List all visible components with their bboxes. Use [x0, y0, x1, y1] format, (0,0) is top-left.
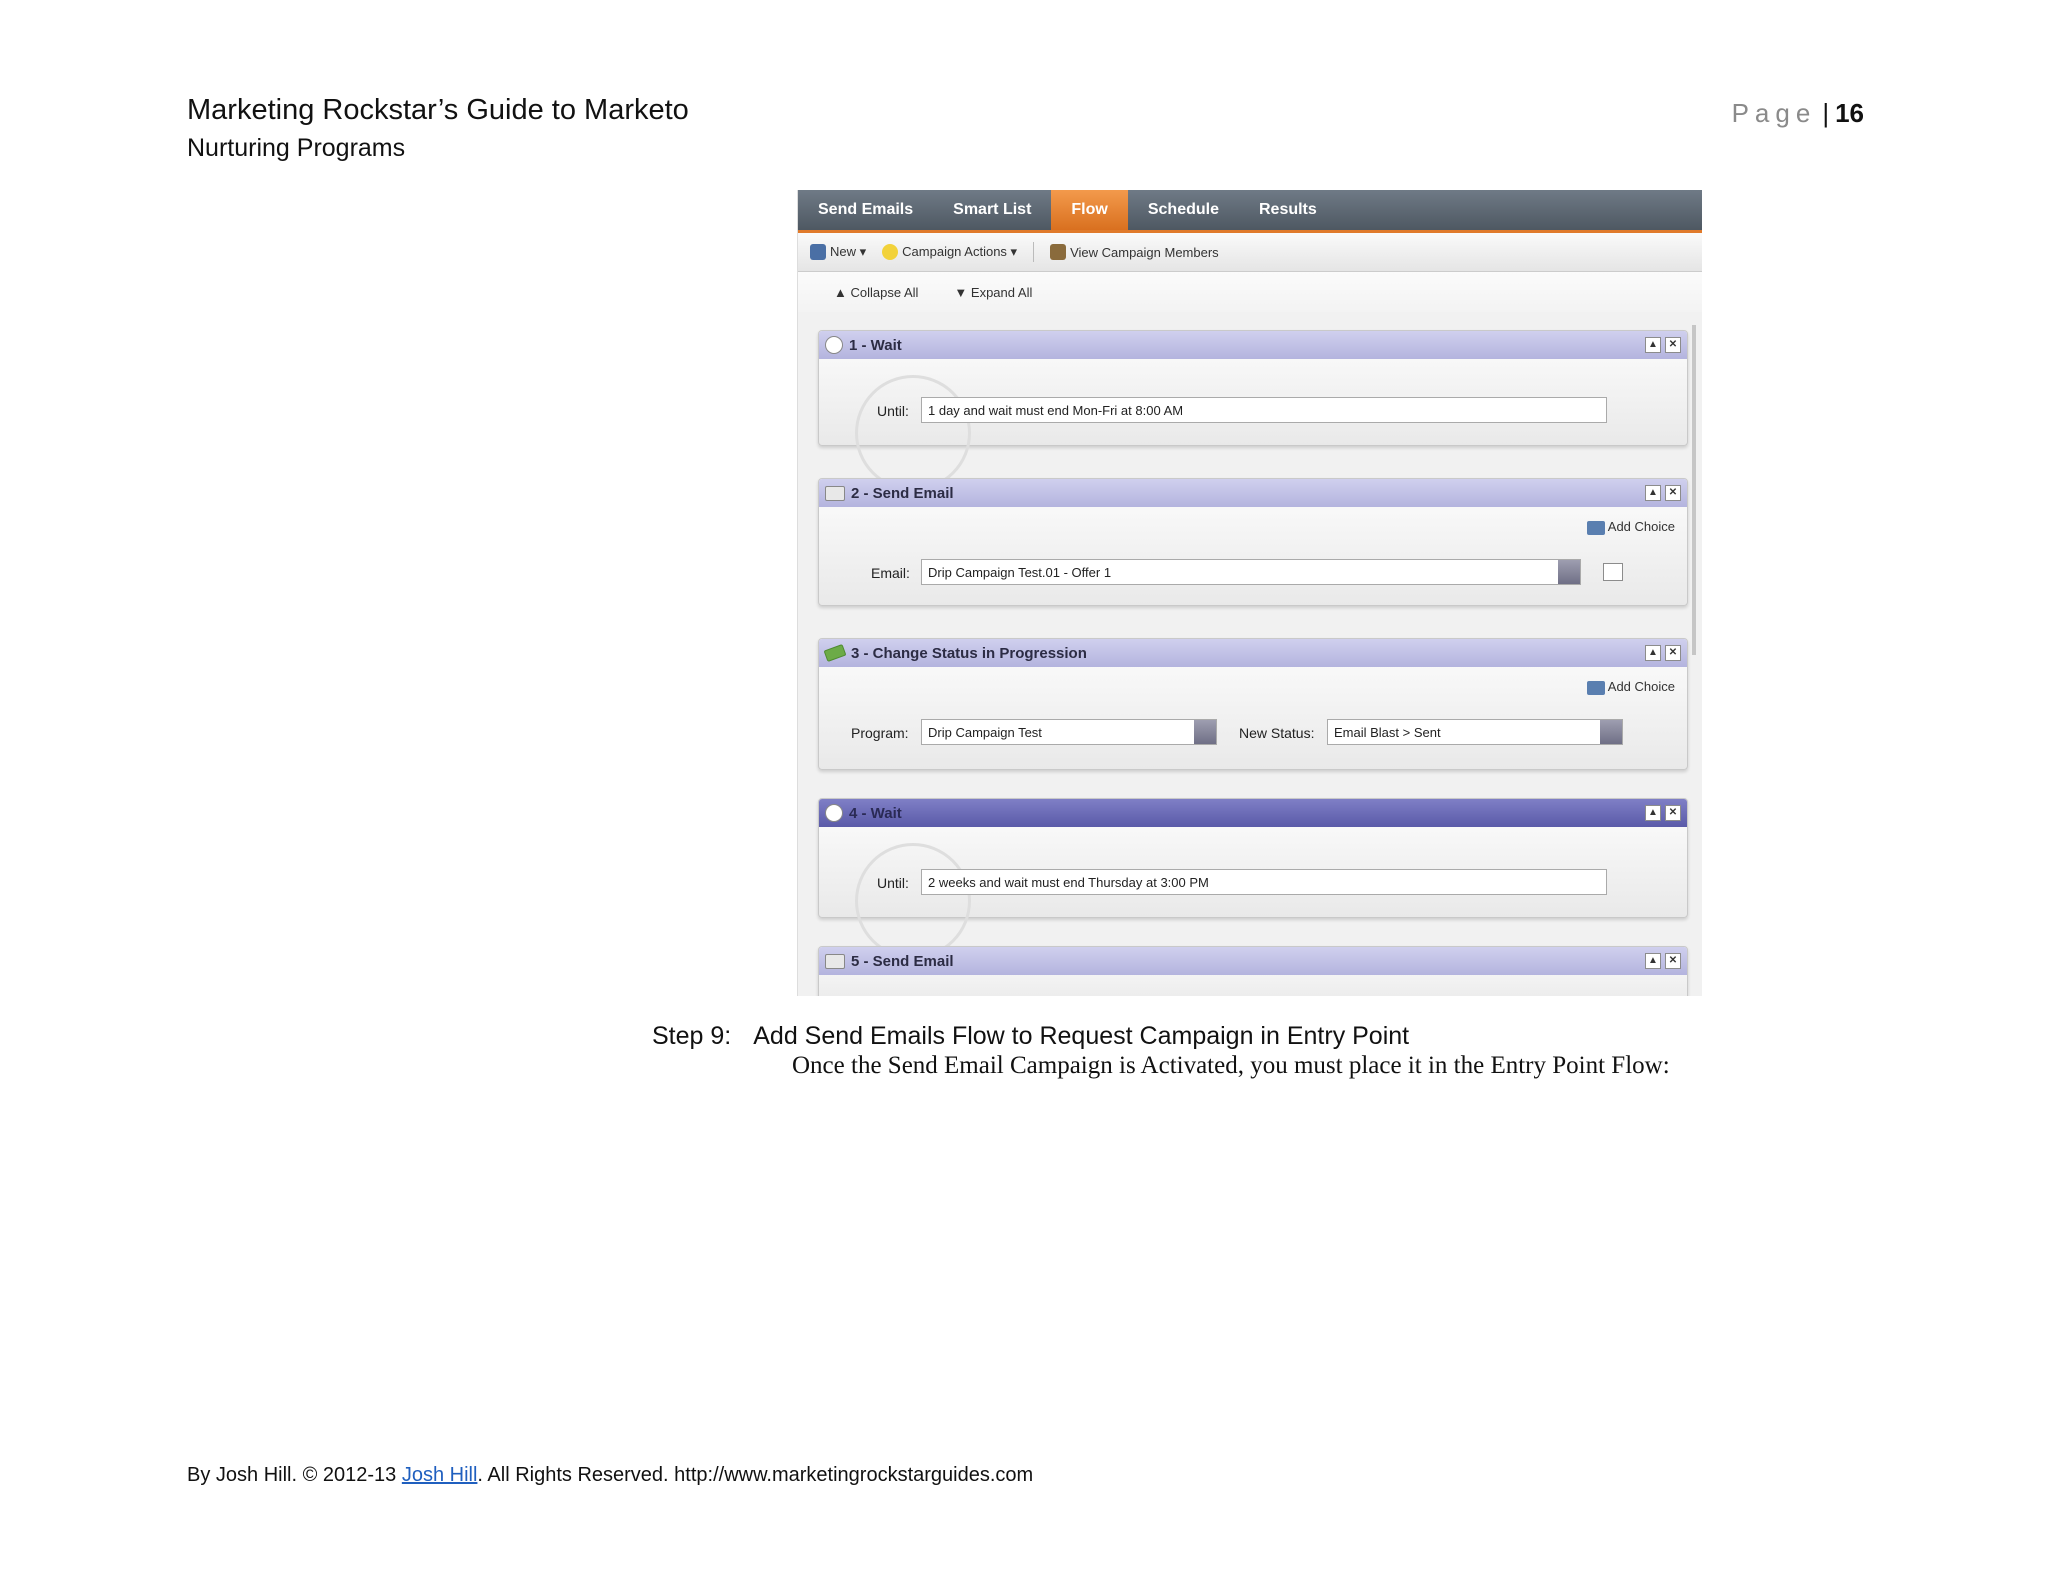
email-select-value: Drip Campaign Test.01 - Offer 1 [928, 565, 1112, 580]
collapse-step-icon[interactable]: ▲ [1645, 337, 1661, 353]
document-title: Marketing Rockstar’s Guide to Marketo [187, 94, 689, 126]
page-number-value: 16 [1835, 98, 1864, 128]
program-select-value: Drip Campaign Test [928, 725, 1042, 740]
tab-flow[interactable]: Flow [1051, 190, 1127, 230]
new-status-label: New Status: [1239, 725, 1315, 741]
tab-results[interactable]: Results [1258, 201, 1317, 218]
flow-step-title: 2 - Send Email [851, 484, 954, 502]
close-step-icon[interactable]: ✕ [1665, 485, 1681, 501]
flow-step-title: 1 - Wait [849, 336, 902, 354]
flow-step-2 [818, 478, 1688, 606]
dropdown-arrow-icon[interactable] [1600, 720, 1622, 744]
collapse-step-icon[interactable]: ▲ [1645, 805, 1661, 821]
close-step-icon[interactable]: ✕ [1665, 337, 1681, 353]
flow-step-title: 3 - Change Status in Progression [851, 644, 1087, 662]
email-select[interactable] [921, 559, 1581, 585]
program-select[interactable] [921, 719, 1217, 745]
close-step-icon[interactable]: ✕ [1665, 805, 1681, 821]
collapse-step-icon[interactable]: ▲ [1645, 953, 1661, 969]
document-subtitle: Nurturing Programs [187, 134, 406, 162]
expand-all-link[interactable]: ▼ Expand All [954, 284, 1033, 300]
add-choice-icon [1587, 681, 1605, 695]
expand-all-label: Expand All [970, 284, 1033, 300]
new-icon [810, 244, 826, 260]
flow-step-header[interactable] [819, 947, 1687, 975]
step-title: Add Send Emails Flow to Request Campaign in Entry Point [753, 1022, 1410, 1050]
email-icon [825, 486, 845, 501]
campaign-actions-button[interactable] [882, 244, 1017, 260]
add-choice-label: Add Choice [1607, 679, 1675, 694]
flow-step-header[interactable] [819, 799, 1687, 827]
email-icon [825, 954, 845, 969]
page-label: Page [1731, 98, 1817, 128]
add-choice-label: Add Choice [1607, 519, 1675, 534]
tab-schedule[interactable]: Schedule [1147, 201, 1219, 218]
close-step-icon[interactable]: ✕ [1665, 953, 1681, 969]
flow-step-header[interactable] [819, 639, 1687, 667]
tab-send-emails[interactable]: Send Emails [818, 201, 914, 218]
toolbar-divider [1033, 242, 1034, 262]
lightbulb-icon [882, 244, 898, 260]
dropdown-arrow-icon[interactable] [1194, 720, 1216, 744]
until-label: Until: [877, 403, 909, 419]
flow-step-4 [818, 798, 1688, 918]
flow-step-header[interactable] [819, 331, 1687, 359]
collapse-step-icon[interactable]: ▲ [1645, 485, 1661, 501]
clock-icon [825, 336, 843, 354]
clock-watermark-icon [855, 843, 971, 959]
campaign-flow-screenshot [797, 190, 1702, 996]
new-status-select-value: Email Blast > Sent [1334, 725, 1441, 740]
until-field[interactable]: 1 day and wait must end Mon-Fri at 8:00 AM [921, 397, 1607, 423]
footer-suffix: . All Rights Reserved. http://www.marketingrockstarguides.com [477, 1464, 1034, 1486]
flow-step-3 [818, 638, 1688, 770]
step-heading [652, 1022, 1409, 1051]
add-choice-button[interactable] [1587, 679, 1675, 695]
campaign-actions-label: Campaign Actions ▾ [902, 244, 1018, 259]
email-label: Email: [871, 565, 910, 581]
toolbar [798, 233, 1702, 272]
collapse-step-icon[interactable]: ▲ [1645, 645, 1661, 661]
view-members-button[interactable] [1050, 244, 1219, 260]
collapse-expand-row [798, 272, 1702, 312]
add-choice-button[interactable] [1587, 519, 1675, 535]
flow-step-5 [818, 946, 1688, 996]
new-button[interactable] [810, 244, 866, 260]
footer-prefix: By Josh Hill. © 2012-13 [187, 1464, 397, 1486]
close-step-icon[interactable]: ✕ [1665, 645, 1681, 661]
tab-bar [798, 190, 1702, 233]
page-number [1732, 98, 1864, 129]
collapse-all-link[interactable]: ▲ Collapse All [834, 284, 919, 300]
footer [187, 1464, 1033, 1487]
clock-icon [825, 804, 843, 822]
dropdown-arrow-icon[interactable] [1558, 560, 1580, 584]
program-label: Program: [851, 725, 909, 741]
step-body-text: Once the Send Email Campaign is Activated, you must place it in the Entry Point Flow: [792, 1052, 1670, 1079]
clock-watermark-icon [855, 375, 971, 491]
flow-step-header[interactable] [819, 479, 1687, 507]
tab-smart-list[interactable]: Smart List [953, 201, 1032, 218]
view-members-label: View Campaign Members [1070, 244, 1219, 260]
collapse-all-label: Collapse All [850, 284, 919, 300]
pencil-icon [824, 644, 847, 662]
step-number: Step 9: [652, 1022, 732, 1050]
flow-step-title: 5 - Send Email [851, 952, 954, 970]
author-link[interactable]: Josh Hill [401, 1464, 478, 1486]
new-label: New ▾ [830, 244, 867, 259]
flow-step-1 [818, 330, 1688, 446]
scrollbar[interactable] [1692, 325, 1696, 655]
page-separator: | [1822, 98, 1830, 128]
flow-step-title: 4 - Wait [849, 804, 902, 822]
until-field[interactable]: 2 weeks and wait must end Thursday at 3:00 PM [921, 869, 1607, 895]
until-label: Until: [877, 875, 909, 891]
people-icon [1050, 244, 1066, 260]
new-status-select[interactable] [1327, 719, 1623, 745]
add-choice-icon [1587, 521, 1605, 535]
preview-email-icon[interactable] [1603, 563, 1623, 581]
